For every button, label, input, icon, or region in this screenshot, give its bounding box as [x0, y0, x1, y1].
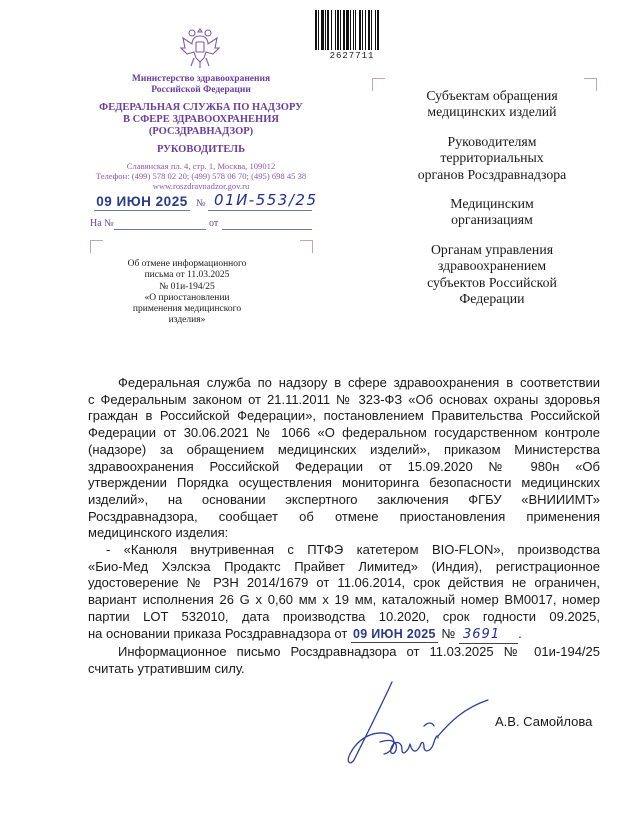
body-line: с Федеральным законом от 21.11.2011 № 323-ФЗ «Об основах охраны здоровья [88, 391, 600, 407]
phones: Телефон: (499) 578 02 20; (499) 578 06 70; (495) 698 45 38 [95, 171, 307, 181]
order-reference-prefix: на основании приказа Росздравнадзора от [88, 625, 348, 641]
body-line: «Био-Мед Хэлскэа Продактс Прайвет Лимитед» (Индия), регистрационное [88, 558, 600, 574]
body-line: считать утратившим силу. [88, 660, 245, 676]
service-name-line2: В СФЕРЕ ЗДРАВООХРАНЕНИЯ [123, 114, 279, 125]
body-line: Росздравнадзора, сообщает об отмене приостановления применения [88, 508, 600, 524]
subject-line: № 01и-194/25 [159, 281, 215, 292]
subject-bracket-top-right [300, 240, 313, 253]
order-number-handwritten: 3691 [459, 627, 518, 645]
body-line: - «Канюля внутривенная с ПТФЭ катетером BIO-FLON», производства [106, 542, 600, 558]
body-line: утверждении Порядка осуществления мониторинга безопасности медицинских [88, 475, 600, 491]
order-number-label: № [441, 625, 456, 641]
website: www.roszdravnadzor.gov.ru [152, 181, 250, 191]
reg-date-underline [94, 210, 190, 211]
body-line: изделий», на основании экспертного заключения ФГБУ «ВНИИИМТ» [88, 491, 600, 507]
service-name-line3: (РОСЗДРАВНАДЗОР) [148, 126, 254, 137]
reg-number-handwritten: 01И-553/25 [214, 191, 318, 209]
address: Славянская пл. 4, стр. 1, Москва, 109012 [126, 161, 276, 171]
order-reference-line [88, 626, 600, 645]
order-date-stamp: 09 ИЮН 2025 [351, 626, 438, 644]
role-title: РУКОВОДИТЕЛЬ [156, 144, 246, 155]
ministry-name-line2: Российской Федерации [151, 85, 251, 95]
reg-number-label: № [196, 198, 206, 209]
body-line: Федерации от 30.06.2021 № 1066 «О федеральном государственном контроле [88, 425, 600, 441]
handwritten-signature [340, 678, 490, 768]
subject-line: письма от 11.03.2025 [144, 270, 230, 281]
body-line: вариант исполнения 26 G x 0,60 мм x 19 мм, каталожный номер BM0017, номер [88, 592, 600, 608]
ref-number-label: На № [90, 218, 114, 229]
subject-line: «О приостановлении [144, 292, 230, 303]
state-emblem-icon [177, 24, 223, 70]
letter-subject [110, 259, 264, 327]
ref-from-underline [222, 229, 312, 230]
body-line: Федеральная служба по надзору в сфере здравоохранения в соответствии [118, 375, 600, 390]
body-line: партии LOT 532010, дата производства 10.2020, срок годности 09.2025, [88, 608, 600, 624]
body-line: (надзоре) за обращением медицинских изделий», приказом Министерства [88, 441, 600, 457]
body-line: удостоверение № РЗН 2014/1679 от 11.06.2014, срок действия не ограничен, [88, 575, 600, 591]
letter-body [88, 375, 600, 678]
reg-date-stamp: 09 ИЮН 2025 [96, 194, 188, 209]
ministry-name-line1: Министерство здравоохранения [131, 74, 271, 84]
body-line: медицинского изделия: [88, 525, 229, 541]
recipient-item: Субъектам обращения медицинских изделий [426, 88, 558, 120]
service-name-line1: ФЕДЕРАЛЬНАЯ СЛУЖБА ПО НАДЗОРУ [99, 102, 303, 113]
reg-number-underline [208, 210, 312, 211]
body-line: Информационное письмо Росздравнадзора от 11.03.2025 № 01и-194/25 [118, 644, 600, 660]
order-reference-suffix: . [518, 625, 522, 641]
subject-line: изделия» [168, 315, 206, 326]
subject-line: применения медицинского [132, 304, 242, 315]
address-bracket-top-left [372, 78, 385, 91]
subject-bracket-top-left [90, 240, 103, 253]
subject-line: Об отмене информационного [127, 259, 247, 269]
signer-name: А.В. Самойлова [495, 714, 593, 729]
barcode-number: 2627711 [313, 50, 391, 62]
recipients-block [392, 88, 592, 320]
recipient-item: Медицинским организациям [450, 196, 534, 228]
ref-number-underline [114, 229, 206, 230]
ref-from-label: от [209, 218, 219, 229]
body-line: здравоохранения Российской Федерации от 15.09.2020 № 980н «Об [88, 458, 600, 474]
recipient-item: Руководителям территориальных органов Росздравнадзора [417, 133, 567, 182]
recipient-item: Органам управления здравоохранением субъектов Российской Федерации [427, 241, 557, 307]
body-line: граждан в Российской Федерации», постановлением Правительства Российской [88, 408, 600, 424]
